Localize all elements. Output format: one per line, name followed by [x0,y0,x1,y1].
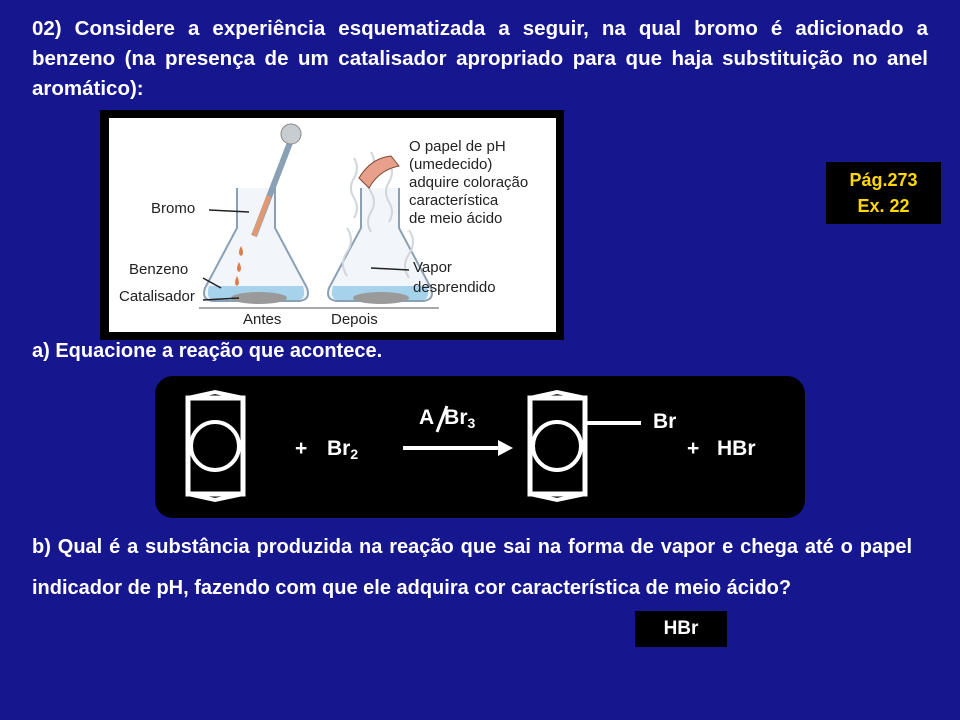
aromatic-circle-icon [191,422,239,470]
benzene-ring-icon [188,398,243,494]
experiment-figure [100,110,564,340]
bromine-label: Bromo [151,200,196,217]
exercise-number: Ex. 22 [857,196,910,216]
part-b-prompt: b) Qual é a substância produzida na reação que sai na forma de vapor e chega até o papel indicador de pH, fazendo com que ele adquira cor característica de meio ácido? [32,536,912,599]
catalyst-label: Catalisador [119,288,195,305]
page-reference-badge [826,162,941,224]
experiment-illustration [109,118,556,332]
reaction-equation [155,376,805,518]
part-a-prompt: a) Equacione a reação que acontece. [32,340,383,362]
hbr-byproduct: HBr [717,437,756,460]
arrow-head-icon [498,440,513,456]
plus-sign: + [687,437,700,460]
vapor-note: Vapor desprendido [413,259,496,296]
catalyst-pile-left [231,292,287,304]
plus-sign: + [295,437,308,460]
after-label: Depois [331,311,378,328]
reaction-structures [155,376,805,518]
before-label: Antes [243,311,282,328]
catalyst-pile-right [353,292,409,304]
left-flask [204,188,308,301]
vapor-wisp [351,158,357,218]
benzene-label: Benzeno [129,261,189,278]
bromobenzene-ring-icon [530,398,585,494]
aromatic-circle-icon [533,422,581,470]
answer-badge: HBr [635,611,727,647]
catalyst-formula: A $Br_3$ [419,406,476,431]
dropper-bulb [281,124,301,144]
question-header: 02) Considere a experiência esquematizada a seguir, na qual bromo é adicionado a benzeno (na presença de um catalisador apropriado para que haja substituição no anel aromático): [32,17,928,100]
ph-paper-note: O papel de pH (umedecido) adquire coloração característica de meio ácido [409,138,529,227]
page-number: Pág.273 [849,170,918,190]
bromine-substituent: Br [653,410,677,433]
bromine-reagent: $Br_2$ [327,437,359,462]
